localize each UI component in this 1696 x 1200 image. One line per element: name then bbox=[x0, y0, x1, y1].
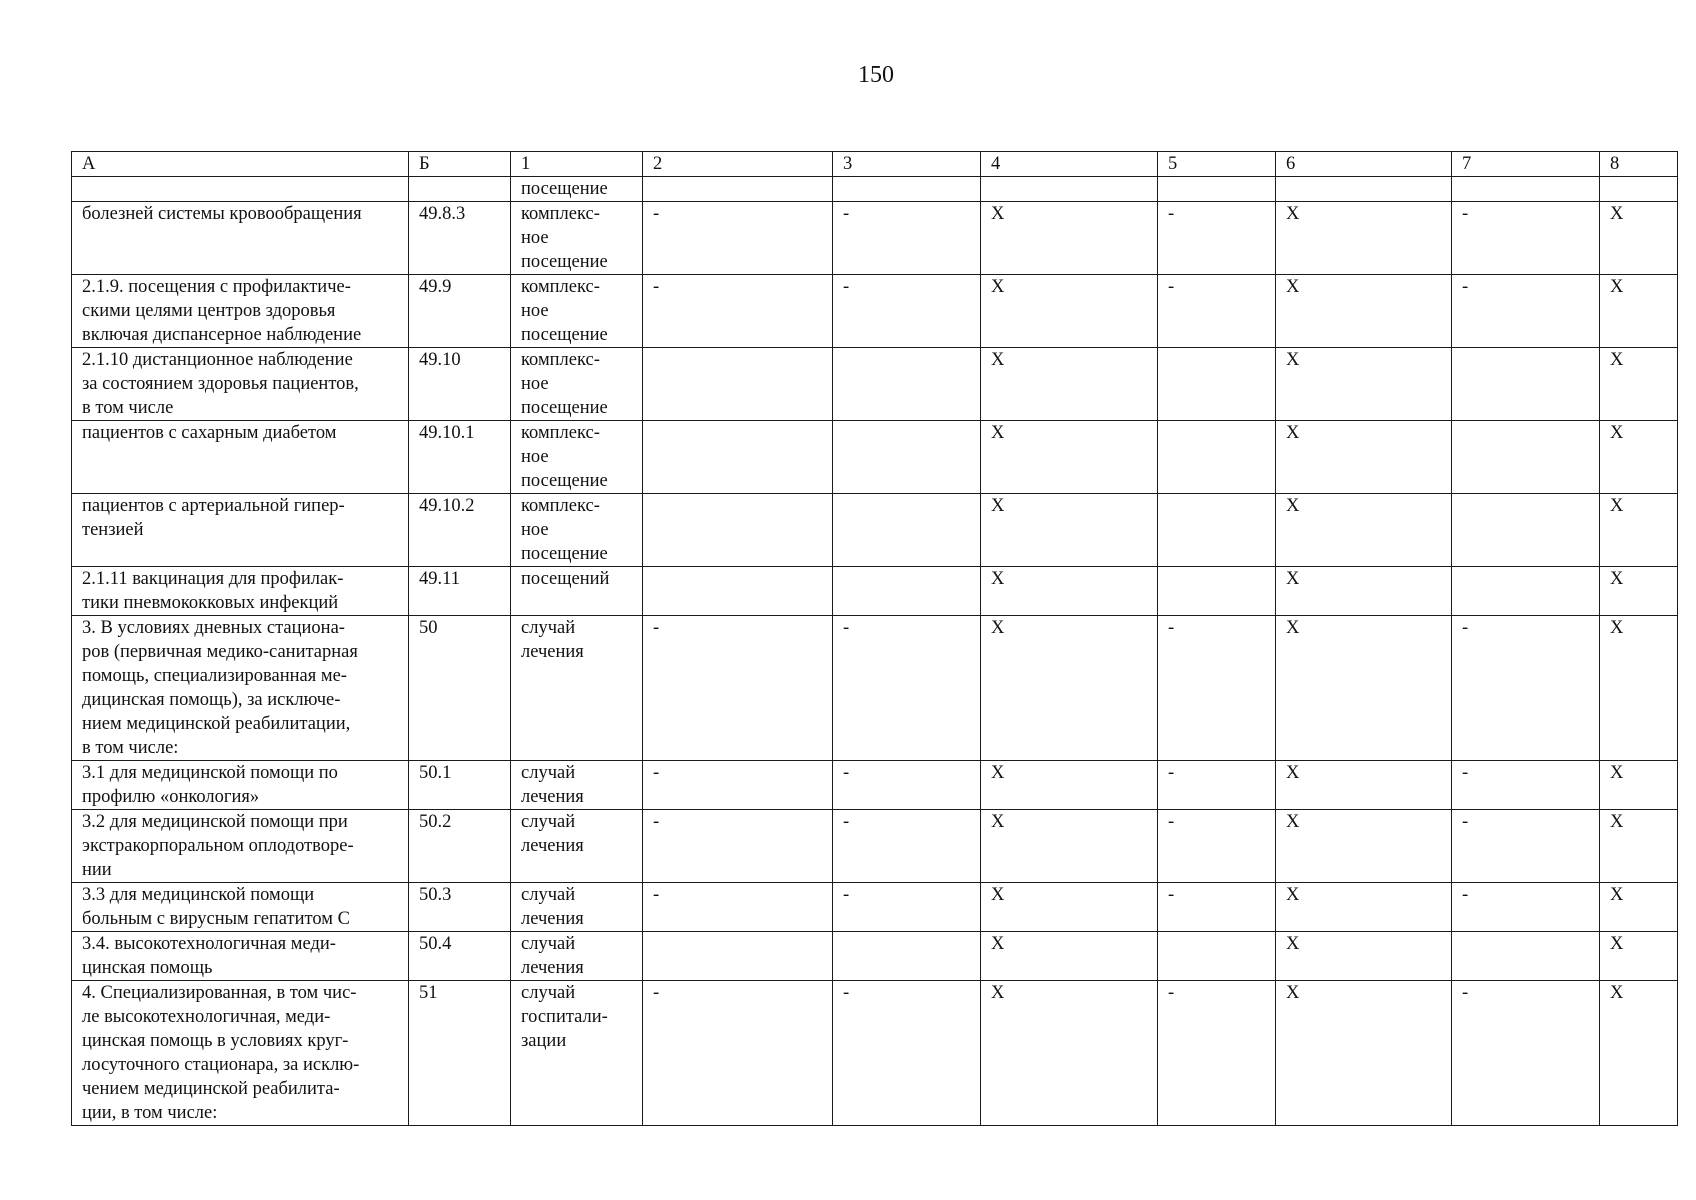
table-cell-col-2 bbox=[643, 421, 833, 494]
table-cell-description: 2.1.11 вакцинация для профилак- тики пневмококковых инфекций bbox=[72, 567, 409, 616]
table-cell-col-7: - bbox=[1452, 616, 1600, 761]
table-cell-col-4: X bbox=[981, 810, 1158, 883]
table-cell-unit: случай лечения bbox=[511, 932, 643, 981]
header-cell-a: А bbox=[72, 152, 409, 177]
data-table-wrapper bbox=[71, 151, 1677, 1126]
table-cell-col-2: - bbox=[643, 883, 833, 932]
table-row bbox=[72, 177, 1678, 202]
table-cell-col-3 bbox=[833, 932, 981, 981]
header-cell-7: 7 bbox=[1452, 152, 1600, 177]
table-cell-col-7 bbox=[1452, 421, 1600, 494]
table-cell-col-6: X bbox=[1276, 494, 1452, 567]
table-cell-col-4: X bbox=[981, 883, 1158, 932]
table-cell-col-6: X bbox=[1276, 202, 1452, 275]
table-cell-col-5 bbox=[1158, 932, 1276, 981]
table-cell-col-7 bbox=[1452, 348, 1600, 421]
table-cell-col-8: X bbox=[1600, 567, 1678, 616]
header-cell-8: 8 bbox=[1600, 152, 1678, 177]
table-cell-code: 50 bbox=[409, 616, 511, 761]
table-cell-code: 50.2 bbox=[409, 810, 511, 883]
table-cell-col-8: X bbox=[1600, 981, 1678, 1126]
table-cell-col-8: X bbox=[1600, 202, 1678, 275]
table-cell-col-5 bbox=[1158, 348, 1276, 421]
table-cell-col-8: X bbox=[1600, 810, 1678, 883]
table-cell-col-8: X bbox=[1600, 883, 1678, 932]
table-cell-description: 3.2 для медицинской помощи при экстракорпоральном оплодотворе- нии bbox=[72, 810, 409, 883]
table-cell-col-6: X bbox=[1276, 275, 1452, 348]
table-cell-description: 2.1.9. посещения с профилактиче- скими целями центров здоровья включая диспансерное наблюдение bbox=[72, 275, 409, 348]
table-cell-col-8: X bbox=[1600, 494, 1678, 567]
header-cell-2: 2 bbox=[643, 152, 833, 177]
table-cell-col-4: X bbox=[981, 202, 1158, 275]
table-cell-col-3 bbox=[833, 421, 981, 494]
table-row bbox=[72, 421, 1678, 494]
table-cell-unit: случай лечения bbox=[511, 616, 643, 761]
table-cell-unit: случай лечения bbox=[511, 761, 643, 810]
table-cell-col-8 bbox=[1600, 177, 1678, 202]
table-cell-col-4: X bbox=[981, 567, 1158, 616]
table-cell-col-6: X bbox=[1276, 981, 1452, 1126]
table-cell-code bbox=[409, 177, 511, 202]
table-cell-col-8: X bbox=[1600, 616, 1678, 761]
table-cell-col-5: - bbox=[1158, 275, 1276, 348]
table-cell-col-7 bbox=[1452, 177, 1600, 202]
table-cell-unit: посещение bbox=[511, 177, 643, 202]
table-cell-col-8: X bbox=[1600, 348, 1678, 421]
table-cell-col-4: X bbox=[981, 616, 1158, 761]
table-cell-unit: комплекс- ное посещение bbox=[511, 348, 643, 421]
header-cell-5: 5 bbox=[1158, 152, 1276, 177]
table-row bbox=[72, 202, 1678, 275]
table-cell-description: 3.3 для медицинской помощи больным с вирусным гепатитом С bbox=[72, 883, 409, 932]
table-cell-col-3: - bbox=[833, 761, 981, 810]
table-cell-col-3 bbox=[833, 177, 981, 202]
table-row bbox=[72, 275, 1678, 348]
table-cell-col-2: - bbox=[643, 616, 833, 761]
table-cell-col-5: - bbox=[1158, 883, 1276, 932]
table-cell-col-5: - bbox=[1158, 810, 1276, 883]
table-cell-code: 49.8.3 bbox=[409, 202, 511, 275]
table-cell-col-8: X bbox=[1600, 275, 1678, 348]
table-cell-col-5 bbox=[1158, 177, 1276, 202]
table-cell-description bbox=[72, 177, 409, 202]
table-cell-code: 51 bbox=[409, 981, 511, 1126]
table-cell-col-5 bbox=[1158, 421, 1276, 494]
table-row bbox=[72, 883, 1678, 932]
table-cell-col-6: X bbox=[1276, 348, 1452, 421]
table-cell-col-5 bbox=[1158, 494, 1276, 567]
table-cell-code: 49.10 bbox=[409, 348, 511, 421]
table-cell-col-2: - bbox=[643, 981, 833, 1126]
table-cell-col-5: - bbox=[1158, 616, 1276, 761]
table-cell-col-2: - bbox=[643, 810, 833, 883]
table-cell-description: болезней системы кровообращения bbox=[72, 202, 409, 275]
table-body bbox=[72, 152, 1678, 1126]
table-cell-col-4: X bbox=[981, 494, 1158, 567]
table-cell-col-6: X bbox=[1276, 567, 1452, 616]
data-table bbox=[71, 151, 1678, 1126]
table-row bbox=[72, 981, 1678, 1126]
table-cell-col-8: X bbox=[1600, 932, 1678, 981]
table-cell-col-4: X bbox=[981, 348, 1158, 421]
table-cell-code: 50.3 bbox=[409, 883, 511, 932]
table-cell-description: 4. Специализированная, в том чис- ле высокотехнологичная, меди- цинская помощь в условиях круг- лосуточного стационара, за исклю- чением медицинской реабилита- ции, в том числе: bbox=[72, 981, 409, 1126]
table-cell-col-6: X bbox=[1276, 932, 1452, 981]
table-row bbox=[72, 810, 1678, 883]
table-cell-col-6: X bbox=[1276, 421, 1452, 494]
table-cell-col-6 bbox=[1276, 177, 1452, 202]
table-cell-col-2 bbox=[643, 567, 833, 616]
table-cell-col-2: - bbox=[643, 275, 833, 348]
table-row bbox=[72, 616, 1678, 761]
header-cell-6: 6 bbox=[1276, 152, 1452, 177]
table-cell-col-2 bbox=[643, 932, 833, 981]
table-cell-description: пациентов с сахарным диабетом bbox=[72, 421, 409, 494]
table-cell-unit: комплекс- ное посещение bbox=[511, 202, 643, 275]
table-row bbox=[72, 567, 1678, 616]
table-cell-unit: комплекс- ное посещение bbox=[511, 494, 643, 567]
table-cell-col-7: - bbox=[1452, 275, 1600, 348]
header-cell-3: 3 bbox=[833, 152, 981, 177]
table-cell-description: 3.4. высокотехнологичная меди- цинская помощь bbox=[72, 932, 409, 981]
table-cell-col-3 bbox=[833, 494, 981, 567]
table-cell-code: 50.1 bbox=[409, 761, 511, 810]
table-cell-col-3 bbox=[833, 348, 981, 421]
header-cell-1: 1 bbox=[511, 152, 643, 177]
table-cell-col-3: - bbox=[833, 275, 981, 348]
table-cell-unit: комплекс- ное посещение bbox=[511, 421, 643, 494]
page-number: 150 bbox=[858, 62, 894, 88]
table-cell-description: 2.1.10 дистанционное наблюдение за состоянием здоровья пациентов, в том числе bbox=[72, 348, 409, 421]
table-cell-unit: случай госпитали- зации bbox=[511, 981, 643, 1126]
table-cell-col-3: - bbox=[833, 616, 981, 761]
header-cell-b: Б bbox=[409, 152, 511, 177]
table-cell-col-6: X bbox=[1276, 810, 1452, 883]
table-cell-col-7: - bbox=[1452, 981, 1600, 1126]
table-cell-col-2 bbox=[643, 348, 833, 421]
table-row bbox=[72, 932, 1678, 981]
table-cell-col-2: - bbox=[643, 202, 833, 275]
table-cell-unit: посещений bbox=[511, 567, 643, 616]
table-cell-description: 3. В условиях дневных стациона- ров (первичная медико-санитарная помощь, специализированная ме- дицинская помощь), за исключе- нием медицинской реабилитации, в том числе: bbox=[72, 616, 409, 761]
table-cell-description: 3.1 для медицинской помощи по профилю «онкология» bbox=[72, 761, 409, 810]
table-row bbox=[72, 348, 1678, 421]
table-cell-col-4: X bbox=[981, 421, 1158, 494]
table-cell-description: пациентов с артериальной гипер- тензией bbox=[72, 494, 409, 567]
table-cell-col-6: X bbox=[1276, 761, 1452, 810]
table-cell-col-7 bbox=[1452, 494, 1600, 567]
table-cell-col-8: X bbox=[1600, 761, 1678, 810]
table-cell-col-7: - bbox=[1452, 761, 1600, 810]
table-cell-col-3: - bbox=[833, 981, 981, 1126]
table-cell-unit: случай лечения bbox=[511, 810, 643, 883]
table-cell-unit: случай лечения bbox=[511, 883, 643, 932]
table-cell-col-4: X bbox=[981, 981, 1158, 1126]
table-cell-col-2 bbox=[643, 177, 833, 202]
table-cell-col-7: - bbox=[1452, 883, 1600, 932]
header-cell-4: 4 bbox=[981, 152, 1158, 177]
table-cell-col-3: - bbox=[833, 202, 981, 275]
table-cell-col-3: - bbox=[833, 883, 981, 932]
table-cell-col-7: - bbox=[1452, 810, 1600, 883]
table-cell-col-6: X bbox=[1276, 883, 1452, 932]
table-cell-col-5 bbox=[1158, 567, 1276, 616]
table-cell-unit: комплекс- ное посещение bbox=[511, 275, 643, 348]
table-cell-col-5: - bbox=[1158, 981, 1276, 1126]
table-cell-code: 49.11 bbox=[409, 567, 511, 616]
table-cell-code: 49.10.2 bbox=[409, 494, 511, 567]
table-cell-col-5: - bbox=[1158, 202, 1276, 275]
table-cell-col-3: - bbox=[833, 810, 981, 883]
table-cell-col-8: X bbox=[1600, 421, 1678, 494]
table-row bbox=[72, 761, 1678, 810]
table-cell-code: 50.4 bbox=[409, 932, 511, 981]
table-cell-col-6: X bbox=[1276, 616, 1452, 761]
table-row bbox=[72, 494, 1678, 567]
table-cell-col-4: X bbox=[981, 932, 1158, 981]
table-cell-col-7 bbox=[1452, 567, 1600, 616]
table-cell-col-2: - bbox=[643, 761, 833, 810]
table-header-row bbox=[72, 152, 1678, 177]
table-cell-code: 49.9 bbox=[409, 275, 511, 348]
table-cell-col-7: - bbox=[1452, 202, 1600, 275]
table-cell-col-3 bbox=[833, 567, 981, 616]
table-cell-code: 49.10.1 bbox=[409, 421, 511, 494]
table-cell-col-4: X bbox=[981, 275, 1158, 348]
table-cell-col-4 bbox=[981, 177, 1158, 202]
table-cell-col-4: X bbox=[981, 761, 1158, 810]
table-cell-col-7 bbox=[1452, 932, 1600, 981]
table-cell-col-2 bbox=[643, 494, 833, 567]
table-cell-col-5: - bbox=[1158, 761, 1276, 810]
